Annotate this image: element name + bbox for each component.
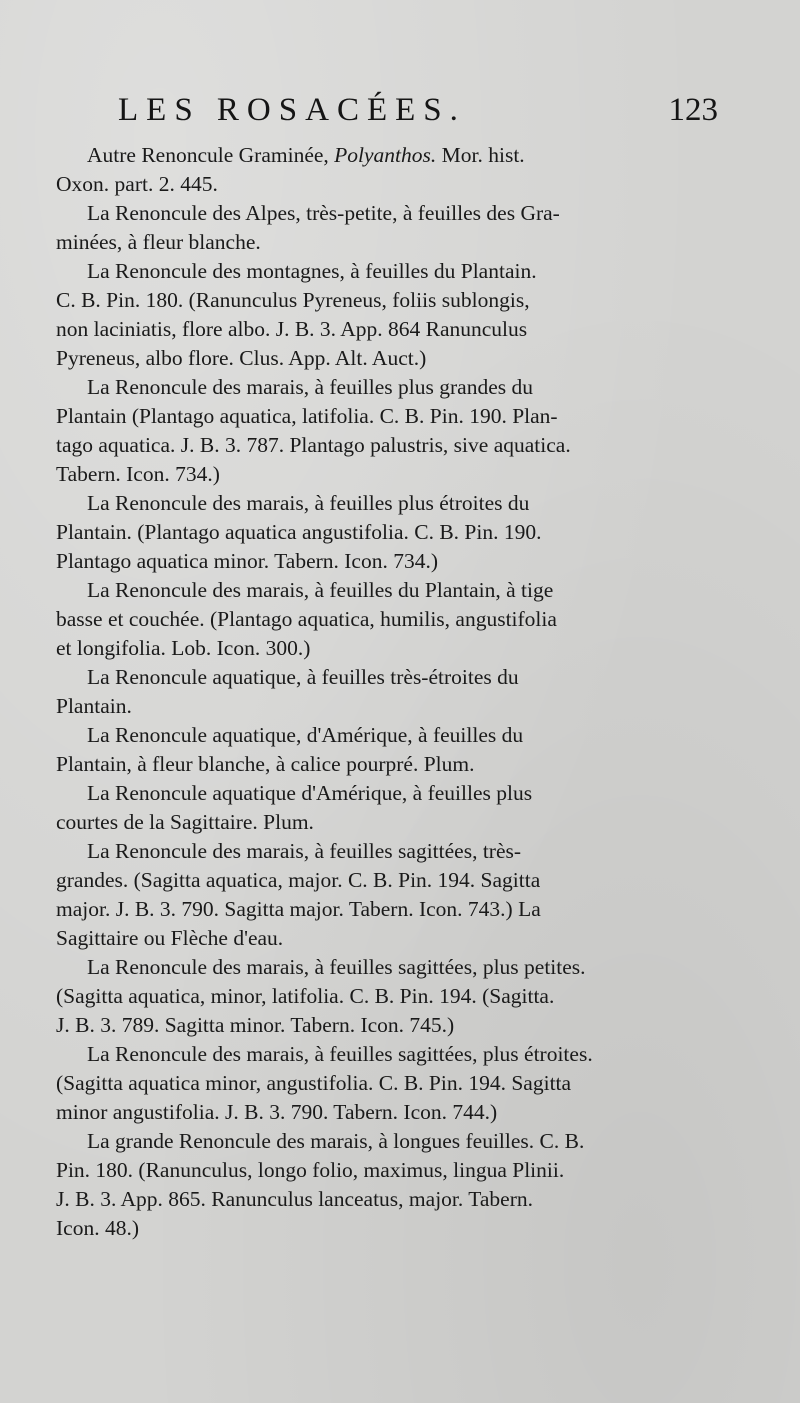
- line-text: Plantain (Plantago aquatica, latifolia. C. B. Pin. 190. Plan-: [56, 404, 558, 428]
- paragraph: [56, 257, 706, 373]
- text-line: [56, 489, 706, 518]
- line-text: minor angustifolia. J. B. 3. 790. Tabern. Icon. 744.): [56, 1100, 498, 1124]
- line-text: J. B. 3. 789. Sagitta minor. Tabern. Icon. 745.): [56, 1013, 455, 1037]
- line-text: Icon. 48.): [56, 1216, 139, 1240]
- line-text: La Renoncule des Alpes, très-petite, à feuilles des Gra-: [87, 201, 560, 225]
- line-text: La Renoncule aquatique d'Amérique, à feuilles plus: [87, 781, 533, 805]
- text-line: [56, 1185, 706, 1214]
- italic-term: Polyanthos.: [334, 143, 437, 167]
- text-line: [56, 837, 706, 866]
- text-line: [56, 953, 706, 982]
- line-text: Plantain, à fleur blanche, à calice pourpré. Plum.: [56, 752, 475, 776]
- text-line: [56, 228, 706, 257]
- text-line: [56, 141, 706, 170]
- line-text: Plantain.: [56, 694, 132, 718]
- line-text: grandes. (Sagitta aquatica, major. C. B. Pin. 194. Sagitta: [56, 868, 541, 892]
- text-line: [56, 779, 706, 808]
- text-line: [56, 1127, 706, 1156]
- line-text: Sagittaire ou Flèche d'eau.: [56, 926, 284, 950]
- line-text: basse et couchée. (Plantago aquatica, humilis, angustifolia: [56, 607, 557, 631]
- text-line: [56, 1214, 706, 1243]
- text-line: [56, 518, 706, 547]
- page-number: 123: [668, 92, 718, 128]
- text-line: [56, 808, 706, 837]
- line-text: Oxon. part. 2. 445.: [56, 172, 218, 196]
- text-line: [56, 866, 706, 895]
- text-line: [56, 721, 706, 750]
- paragraph: [56, 199, 706, 257]
- line-text: major. J. B. 3. 790. Sagitta major. Tabern. Icon. 743.) La: [56, 897, 541, 921]
- text-line: [56, 431, 706, 460]
- paragraph: [56, 779, 706, 837]
- line-text: Pin. 180. (Ranunculus, longo folio, maximus, lingua Plinii.: [56, 1158, 565, 1182]
- text-line: [56, 1040, 706, 1069]
- text-line: [56, 982, 706, 1011]
- page-header: [118, 92, 718, 140]
- running-title: LES ROSACÉES.: [118, 92, 466, 128]
- text-line: [56, 460, 706, 489]
- text-line: [56, 257, 706, 286]
- paragraph: [56, 663, 706, 721]
- line-text: Plantain. (Plantago aquatica angustifolia. C. B. Pin. 190.: [56, 520, 542, 544]
- line-text: courtes de la Sagittaire. Plum.: [56, 810, 314, 834]
- line-text: La Renoncule des marais, à feuilles plus grandes du: [87, 375, 533, 399]
- line-text: (Sagitta aquatica minor, angustifolia. C. B. Pin. 194. Sagitta: [56, 1071, 572, 1095]
- text-line: [56, 924, 706, 953]
- paragraph: [56, 721, 706, 779]
- text-line: [56, 1069, 706, 1098]
- text-line: [56, 634, 706, 663]
- text-line: [56, 344, 706, 373]
- paragraph: [56, 1127, 706, 1243]
- text-line: [56, 605, 706, 634]
- line-text: Pyreneus, albo flore. Clus. App. Alt. Auct.): [56, 346, 427, 370]
- line-text-after: Mor. hist.: [436, 143, 525, 167]
- text-line: [56, 663, 706, 692]
- paragraph: [56, 837, 706, 953]
- text-line: [56, 1011, 706, 1040]
- line-text: La Renoncule des montagnes, à feuilles du Plantain.: [87, 259, 537, 283]
- paragraph: [56, 373, 706, 489]
- line-text: Tabern. Icon. 734.): [56, 462, 220, 486]
- text-line: [56, 750, 706, 779]
- paragraph: [56, 489, 706, 576]
- text-line: [56, 1156, 706, 1185]
- line-text: tago aquatica. J. B. 3. 787. Plantago palustris, sive aquatica.: [56, 433, 571, 457]
- text-line: [56, 170, 706, 199]
- paragraph: [56, 1040, 706, 1127]
- text-line: [56, 692, 706, 721]
- line-text: (Sagitta aquatica, minor, latifolia. C. B. Pin. 194. (Sagitta.: [56, 984, 555, 1008]
- text-line: [56, 1098, 706, 1127]
- text-line: [56, 286, 706, 315]
- line-text: J. B. 3. App. 865. Ranunculus lanceatus, major. Tabern.: [56, 1187, 533, 1211]
- line-text: La Renoncule des marais, à feuilles du Plantain, à tige: [87, 578, 554, 602]
- line-text: C. B. Pin. 180. (Ranunculus Pyreneus, foliis sublongis,: [56, 288, 530, 312]
- text-line: [56, 373, 706, 402]
- line-text: La Renoncule des marais, à feuilles sagittées, plus étroites.: [87, 1042, 593, 1066]
- text-line: [56, 199, 706, 228]
- paragraph: [56, 141, 706, 199]
- line-text: La Renoncule des marais, à feuilles sagittées, très-: [87, 839, 522, 863]
- paragraph: [56, 576, 706, 663]
- text-line: [56, 315, 706, 344]
- body-text: [56, 141, 706, 1243]
- text-line: [56, 547, 706, 576]
- line-text: minées, à fleur blanche.: [56, 230, 261, 254]
- text-line: [56, 576, 706, 605]
- text-line: [56, 402, 706, 431]
- line-text: La Renoncule aquatique, d'Amérique, à feuilles du: [87, 723, 524, 747]
- line-text: et longifolia. Lob. Icon. 300.): [56, 636, 311, 660]
- line-text: La grande Renoncule des marais, à longues feuilles. C. B.: [87, 1129, 585, 1153]
- text-line: [56, 895, 706, 924]
- line-text: La Renoncule des marais, à feuilles sagittées, plus petites.: [87, 955, 586, 979]
- line-text: La Renoncule aquatique, à feuilles très-étroites du: [87, 665, 519, 689]
- line-text: Autre Renoncule Graminée,: [87, 143, 335, 167]
- line-text: Plantago aquatica minor. Tabern. Icon. 734.): [56, 549, 439, 573]
- line-text: La Renoncule des marais, à feuilles plus étroites du: [87, 491, 530, 515]
- line-text: non laciniatis, flore albo. J. B. 3. App. 864 Ranunculus: [56, 317, 528, 341]
- paragraph: [56, 953, 706, 1040]
